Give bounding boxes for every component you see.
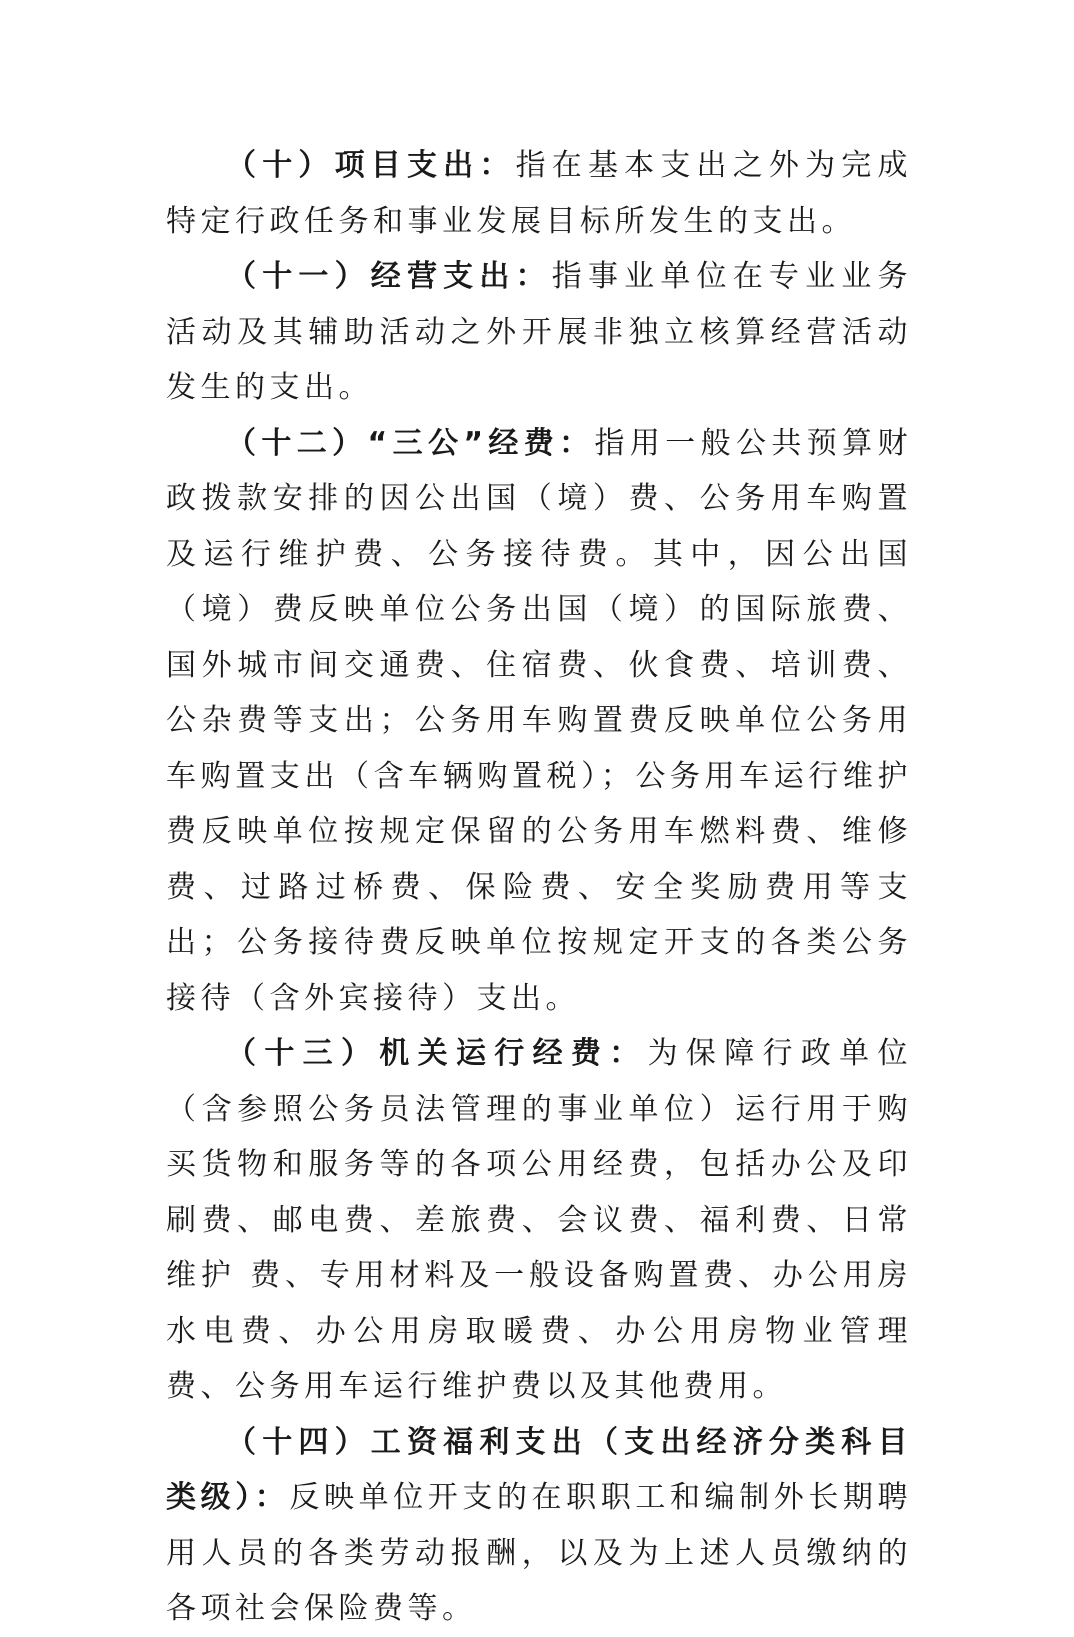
- paragraph-heading: （十一）经营支出：: [226, 259, 552, 294]
- paragraph-heading: （十三）机关运行经费：: [226, 1036, 648, 1071]
- paragraph-three-public-expenses: [166, 416, 912, 1027]
- paragraph-operating-expenditure: [166, 249, 912, 416]
- paragraph-text: 指用一般公共预算财政拨款安排的因公出国（境）费、公务用车购置及运行维护费、公务接待费。其中，因公出国（境）费反映单位公务出国（境）的国际旅费、国外城市间交通费、住宿费、伙食费、培训费、公杂费等支出；公务用车购置费反映单位公务用车购置支出（含车辆购置税）；公务用车运行维护费反映单位按规定保留的公务用车燃料费、维修费、过路过桥费、保险费、安全奖励费用等支出；公务接待费反映单位按规定开支的各类公务接待（含外宾接待）支出。: [166, 425, 913, 1016]
- paragraph-heading: （十二）“三公”经费：: [226, 425, 595, 461]
- paragraph-heading: （十四）工资福利支出（支出经济分类科目类级）：: [166, 1424, 912, 1515]
- paragraph-text: 指事业单位在专业业务活动及其辅助活动之外开展非独立核算经营活动发生的支出。: [166, 259, 912, 405]
- paragraph-text: 为保障行政单位（含参照公务员法管理的事业单位）运行用于购买货物和服务等的各项公用经费，包括办公及印刷费、邮电费、差旅费、会议费、福利费、日常维护 费、专用材料及一般设备购置费、办公用房水电费、办公用房取暖费、办公用房物业管理费、公务用车运行维护费以及其他费用。: [166, 1036, 913, 1404]
- paragraph-text: 指在基本支出之外为完成特定行政任务和事业发展目标所发生的支出。: [166, 148, 913, 239]
- paragraph-heading: （十）项目支出：: [226, 148, 516, 183]
- paragraph-project-expenditure: [166, 138, 912, 249]
- document-body: [166, 138, 912, 1637]
- paragraph-text: 反映单位开支的在职职工和编制外长期聘用人员的各类劳动报酬，以及为上述人员缴纳的各项社会保险费等。: [166, 1480, 913, 1626]
- paragraph-agency-operating-funds: [166, 1026, 912, 1415]
- paragraph-wage-welfare-expenditure: [166, 1415, 912, 1637]
